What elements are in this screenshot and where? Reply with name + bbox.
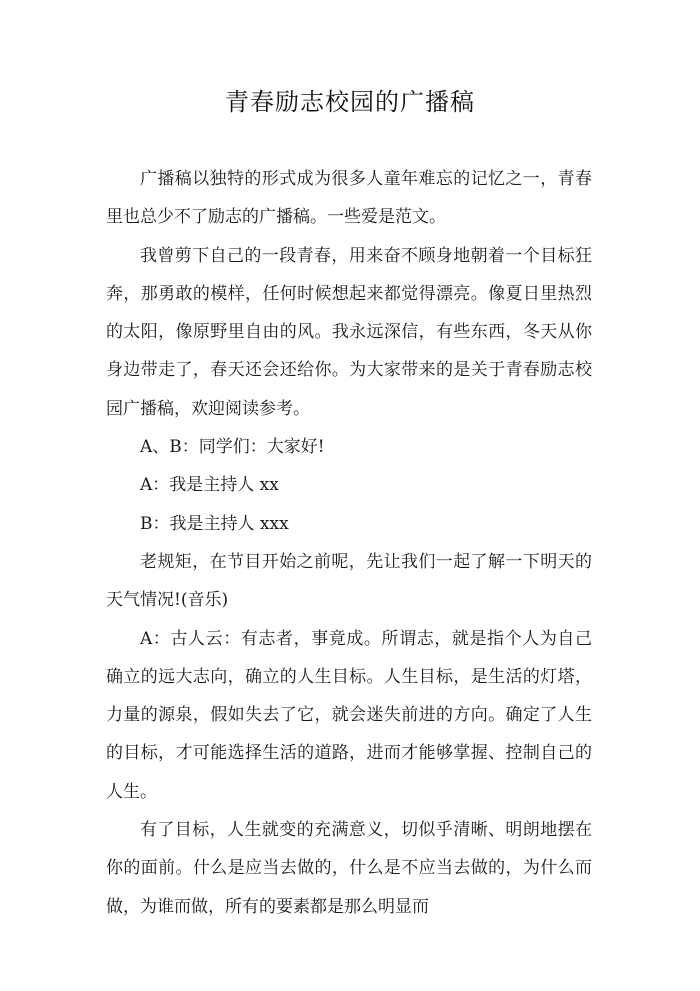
paragraph-youth: 我曾剪下自己的一段青春，用来奋不顾身地朝着一个目标狂奔，那勇敢的模样，任何时候想起来都觉得漂亮。像夏日里热烈的太阳，像原野里自由的风。我永远深信，有些东西，冬天从你身边带走了，春天还会还给你。为大家带来的是关于青春励志校园广播稿，欢迎阅读参考。: [106, 245, 592, 419]
paragraph-greeting: A、B：同学们：大家好!: [140, 437, 325, 458]
document-title: 青春励志校园的广播稿: [225, 88, 475, 116]
paragraph-host-a: A：我是主持人 xx: [140, 475, 279, 496]
paragraph-ambition: A：古人云：有志者，事竟成。所谓志，就是指个人为自己确立的远大志向，确立的人生目标。人生目标，是生活的灯塔，力量的源泉，假如失去了它，就会迷失前进的方向。确定了人生的目标，才可能选择生活的道路，进而才能够掌握、控制自己的人生。: [106, 628, 592, 802]
paragraph-goals: 有了目标，人生就变的充满意义，切似乎清晰、明朗地摆在你的面前。什么是应当去做的，什么是不应当去做的，为什么而做，为谁而做，所有的要素都是那么明显而: [106, 820, 592, 917]
paragraph-weather: 老规矩，在节目开始之前呢，先让我们一起了解一下明天的天气情况!(音乐): [106, 551, 592, 611]
document-body: [106, 160, 592, 926]
paragraph-intro: 广播稿以独特的形式成为很多人童年难忘的记忆之一，青春里也总少不了励志的广播稿。一些爱是范文。: [106, 169, 592, 228]
paragraph-host-b: B：我是主持人 xxx: [140, 513, 289, 534]
